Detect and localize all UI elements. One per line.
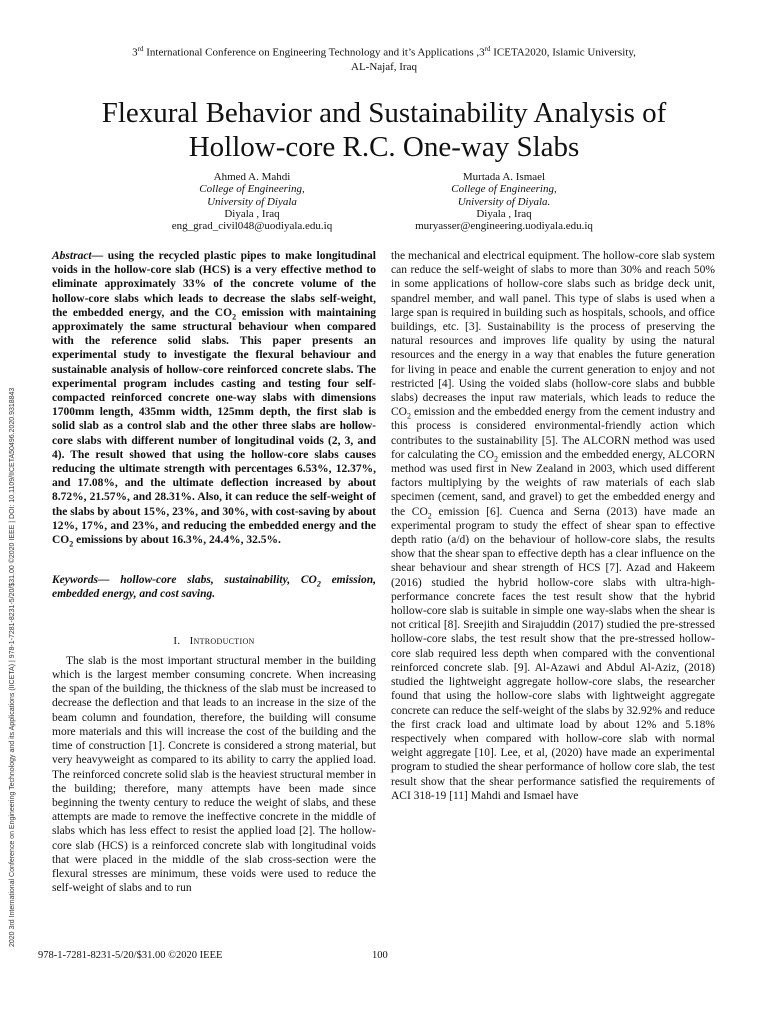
ieee-sidebar <box>6 247 28 947</box>
author-block-1 <box>122 171 382 232</box>
paper-title <box>20 96 748 164</box>
author-university: University of Diyala. <box>457 195 551 208</box>
author-block-2 <box>374 171 634 232</box>
author-email[interactable]: eng_grad_civil048@uodiyala.edu.iq <box>171 220 333 233</box>
keywords-label: Keywords <box>52 574 98 587</box>
author-college: College of Engineering, <box>451 183 557 196</box>
section-heading-introduction <box>52 634 376 648</box>
footer-copyright: 978-1-7281-8231-5/20/$31.00 ©2020 IEEE <box>38 950 223 961</box>
intro-paragraph: The slab is the most important structural member in the building which is the largest member consuming concrete. When increasing the span of the building, the thickness of the slab must be increased to decrease the deflection and that leads to an increase in the size of the beam column and foundation, therefore, the building will consume more materials and this will increase the cost of the building and the time of construction [1]. Concrete is considered a strong material, but very heavyweight as compared to its ability to carry the applied load. The reinforced concrete solid slab is the heaviest structural member in the building; therefore, many attempts have been made since beginning the twenty century to reduce the weight of slabs, and these attempts are made to remove the ineffective concrete in the middle of slabs which has less effect to resist the applied load [2]. The hollow-core slab (HCS) is a reinforced concrete slab with longitudinal voids that were placed in the middle of the slab cross-section were the flexural stresses are minimum, these voids were used to reduce the self-weight of slabs and to run <box>52 654 376 895</box>
abstract: Abstract— using the recycled plastic pipes to make longitudinal voids in the hollow-core slab (HCS) is a very effective method to eliminate approximately 33% of the concrete volume of the hollow-core slabs which leads to decrease the slabs self-weight, the embedded energy, and the $CO_2$ emission with maintaining approximately the same structural behaviour when compared with the reference solid slabs. This paper presents an experimental study to investigate the flexural behaviour and sustainable analysis of hollow-core reinforced concrete slabs. The experimental program includes casting and testing four self-compacted reinforced concrete one-way slabs with dimensions 1700mm length, 435mm width, 125mm depth, the first slab is solid slab as a control slab and the other three slabs are hollow-core slabs with different number of longitudinal voids (2, 3, and 4). The result showed that using the hollow-core slabs causes reducing the ultimate strength with percentages 6.53%, 12.37%, and 17.08%, and the ultimate deflection increased by about 8.72%, 21.57%, and 28.31%. Also, it can reduce the self-weight of the slabs by about 15%, 23%, and 30%, with cost-saving by about 12%, 17%, and 23%, and reducing the embedded energy and the $CO_2$ emissions by about 16.3%, 24.4%, 32.5%. <box>52 250 377 549</box>
right-column <box>391 249 715 803</box>
sidebar-citation: 2020 3rd International Conference on Engineering Technology and its Applications (IICETA) | 978-1-7281-8231-5/20/$31.00 ©2020 IEEE | DOI: 10.1109/IICETA50496.2020.9318843 <box>9 387 16 947</box>
author-location: Diyala , Iraq <box>476 207 532 220</box>
title-line-2: Hollow-core R.C. One-way Slabs <box>188 131 580 163</box>
conference-line-2: AL-Najaf, Iraq <box>351 60 417 73</box>
keywords: Keywords— hollow-core slabs, sustainability, $CO_2$ emission, embedded energy, and cost saving. <box>52 574 376 601</box>
title-line-1: Flexural Behavior and Sustainability Analysis of <box>101 97 667 129</box>
abstract-label: Abstract <box>52 250 92 262</box>
author-name: Murtada A. Ismael <box>462 171 546 183</box>
author-university: University of Diyala <box>207 195 297 208</box>
conference-header <box>40 42 728 74</box>
body-paragraph: the mechanical and electrical equipment. The hollow-core slab system can reduce the self-weight of slabs to more than 30% and reach 50% in some applications of hollow-core slabs such as bridge deck unit, spandrel member, and wall panel. This type of slabs is used when a large span is required in building such as hospitals, schools, and office buildings, etc. [3]. Sustainability is the process of preserving the natural resources and improves life quality by using the natural resources and the energy in a way that enables the future generation for living in peace and enable the current generation to enjoy and not restricted [4]. Using the voided slabs (hollow-core slabs and bubble slabs) decreases the input raw materials, which leads to reduce the $CO_2$ emission and the embedded energy from the cement industry and this process is considered environmental-friendly action which contributes to the sustainability [5]. The ALCORN method was used for calculating the $CO_2$ emission and the embedded energy, ALCORN method was used first in New Zealand in 2003, which used different factors multiplying by the weights of raw materials of each slab specimen (cement, sand, and gravel) to get the embedded energy and the $CO_2$ emission [6]. Cuenca and Serna (2013) have made an experimental program to study the effect of shear span to effective depth ratio (a/d) on the behaviour of hollow-core slabs, the results show that the shear span to effective depth has a clear influence on the shear behaviour and shear strength of HCS [7]. Azad and Hakeem (2016) studied the hybrid hollow-core slabs with ultra-high-performance concrete faces the test result show that the hybrid hollow-core slab is suitable in simple one way-slabs when the shear is not critical [8]. Sreejith and Sirajuddin (2017) studied the pre-stressed hollow-core slabs, the test result show that the pre-stressed hollow-core slab required less depth when compared with the conventional reinforced concrete slab. [9]. Al-Azawi and Abdul Al-Aziz, (2018) studied the lightweight aggregate hollow-core slabs, the researcher found that using the hollow-core slabs with lightweight aggregate concrete can reduce the self-weight of the slabs by 32.92% and reduce the first crack load and ultimate load by about 12% and 5.18% respectively when compared with hollow-core slab with normal weight aggregate [10]. Lee, et al, (2020) have made an experimental program to studied the shear performance of hollow core slab, the test result show that the shear performance satisfied the requirements of ACI 318-19 [11] Mahdi and Ismael have <box>391 250 716 802</box>
author-email[interactable]: muryasser@engineering.uodiyala.edu.iq <box>415 220 593 233</box>
conference-line-1: 3rd International Conference on Engineering Technology and it’s Applications ,3rd ICETA2020, Islamic University, <box>132 45 636 59</box>
section-title: Introduction <box>189 634 255 647</box>
author-name: Ahmed A. Mahdi <box>213 171 291 183</box>
left-column <box>52 249 376 895</box>
author-location: Diyala , Iraq <box>224 207 280 220</box>
author-college: College of Engineering, <box>199 183 305 196</box>
section-number: I. <box>173 634 181 647</box>
page-number: 100 <box>372 950 388 961</box>
